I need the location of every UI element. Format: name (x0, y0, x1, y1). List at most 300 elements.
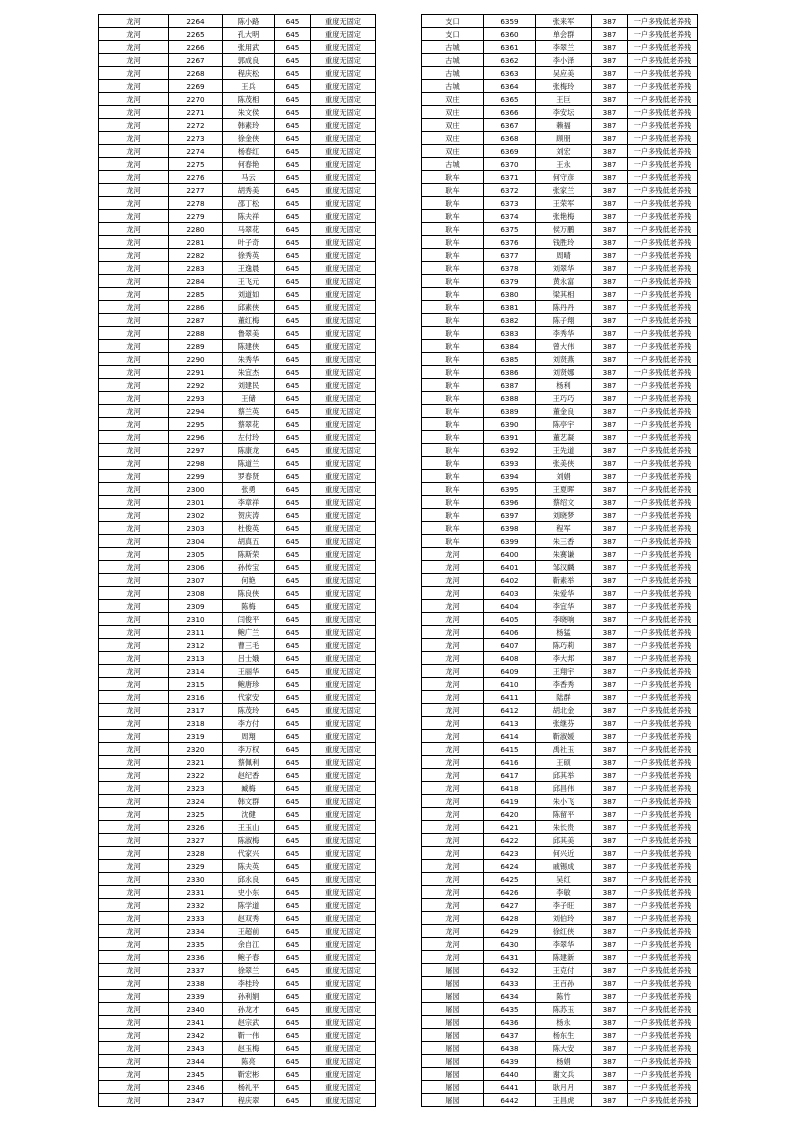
category-cell: 重度无固定 (311, 197, 376, 210)
id-cell: 6403 (484, 587, 536, 600)
category-cell: 一户多残低老养残 (628, 119, 698, 132)
id-cell: 2301 (169, 496, 223, 509)
region-cell: 耿车 (422, 457, 484, 470)
name-cell: 陈小路 (223, 15, 275, 28)
name-cell: 刘晓梦 (536, 509, 592, 522)
category-cell: 重度无固定 (311, 1094, 376, 1107)
id-cell: 2265 (169, 28, 223, 41)
name-cell: 朱小飞 (536, 795, 592, 808)
table-row (99, 366, 376, 379)
region-cell: 龙河 (99, 535, 169, 548)
region-cell: 龙河 (99, 1042, 169, 1055)
region-cell: 双庄 (422, 132, 484, 145)
amount-cell: 645 (275, 314, 311, 327)
amount-cell: 387 (592, 821, 628, 834)
region-cell: 龙河 (99, 15, 169, 28)
name-cell: 刘娟 (536, 470, 592, 483)
region-cell: 龙河 (99, 28, 169, 41)
name-cell: 李方付 (223, 717, 275, 730)
amount-cell: 645 (275, 561, 311, 574)
region-cell: 龙河 (99, 990, 169, 1003)
left-roster-table (98, 14, 376, 1107)
id-cell: 2312 (169, 639, 223, 652)
table-row (99, 93, 376, 106)
table-row (99, 158, 376, 171)
category-cell: 重度无固定 (311, 873, 376, 886)
table-row (422, 301, 698, 314)
table-row (99, 1081, 376, 1094)
name-cell: 刘宏 (536, 145, 592, 158)
table-row (422, 418, 698, 431)
table-row (422, 847, 698, 860)
id-cell: 6363 (484, 67, 536, 80)
name-cell: 张艳梅 (536, 210, 592, 223)
right-roster-table (421, 14, 698, 1107)
id-cell: 2319 (169, 730, 223, 743)
region-cell: 龙河 (99, 119, 169, 132)
id-cell: 2295 (169, 418, 223, 431)
name-cell: 程庆翠 (223, 1094, 275, 1107)
region-cell: 龙河 (99, 1029, 169, 1042)
name-cell: 谢文兵 (536, 1068, 592, 1081)
table-row (99, 743, 376, 756)
id-cell: 6411 (484, 691, 536, 704)
region-cell: 龙河 (99, 132, 169, 145)
region-cell: 龙河 (422, 873, 484, 886)
category-cell: 重度无固定 (311, 808, 376, 821)
table-row (422, 314, 698, 327)
name-cell: 戚锡成 (536, 860, 592, 873)
category-cell: 一户多残低老养残 (628, 54, 698, 67)
name-cell: 朱爱华 (536, 587, 592, 600)
id-cell: 2276 (169, 171, 223, 184)
id-cell: 6388 (484, 392, 536, 405)
amount-cell: 645 (275, 132, 311, 145)
id-cell: 2309 (169, 600, 223, 613)
name-cell: 孔大明 (223, 28, 275, 41)
table-row (422, 392, 698, 405)
region-cell: 龙河 (99, 236, 169, 249)
table-row (99, 353, 376, 366)
name-cell: 朱三香 (536, 535, 592, 548)
category-cell: 一户多残低老养残 (628, 561, 698, 574)
amount-cell: 387 (592, 457, 628, 470)
category-cell: 重度无固定 (311, 639, 376, 652)
name-cell: 左付玲 (223, 431, 275, 444)
region-cell: 龙河 (99, 158, 169, 171)
region-cell: 屠园 (422, 1042, 484, 1055)
table-row (422, 574, 698, 587)
table-row (422, 808, 698, 821)
category-cell: 一户多残低老养残 (628, 665, 698, 678)
amount-cell: 387 (592, 990, 628, 1003)
region-cell: 龙河 (99, 353, 169, 366)
amount-cell: 387 (592, 392, 628, 405)
region-cell: 龙河 (99, 743, 169, 756)
name-cell: 邱素侠 (223, 301, 275, 314)
amount-cell: 387 (592, 730, 628, 743)
table-row (422, 912, 698, 925)
id-cell: 2318 (169, 717, 223, 730)
table-row (99, 886, 376, 899)
region-cell: 龙河 (422, 912, 484, 925)
amount-cell: 645 (275, 964, 311, 977)
amount-cell: 645 (275, 548, 311, 561)
region-cell: 龙河 (422, 886, 484, 899)
region-cell: 龙河 (99, 301, 169, 314)
region-cell: 龙河 (99, 1016, 169, 1029)
region-cell: 龙河 (99, 483, 169, 496)
region-cell: 龙河 (99, 574, 169, 587)
id-cell: 2272 (169, 119, 223, 132)
id-cell: 2291 (169, 366, 223, 379)
amount-cell: 645 (275, 665, 311, 678)
region-cell: 龙河 (99, 600, 169, 613)
region-cell: 龙河 (99, 522, 169, 535)
amount-cell: 387 (592, 444, 628, 457)
category-cell: 一户多残低老养残 (628, 925, 698, 938)
category-cell: 重度无固定 (311, 158, 376, 171)
amount-cell: 645 (275, 808, 311, 821)
category-cell: 一户多残低老养残 (628, 1055, 698, 1068)
table-row (422, 275, 698, 288)
region-cell: 龙河 (99, 327, 169, 340)
id-cell: 2298 (169, 457, 223, 470)
id-cell: 2302 (169, 509, 223, 522)
id-cell: 6368 (484, 132, 536, 145)
amount-cell: 645 (275, 210, 311, 223)
table-row (422, 340, 698, 353)
table-row (99, 106, 376, 119)
category-cell: 重度无固定 (311, 496, 376, 509)
category-cell: 一户多残低老养残 (628, 782, 698, 795)
amount-cell: 645 (275, 366, 311, 379)
category-cell: 重度无固定 (311, 93, 376, 106)
amount-cell: 645 (275, 15, 311, 28)
region-cell: 耿车 (422, 301, 484, 314)
id-cell: 6428 (484, 912, 536, 925)
table-row (99, 834, 376, 847)
table-row (422, 977, 698, 990)
category-cell: 一户多残低老养残 (628, 756, 698, 769)
name-cell: 赵玉梅 (223, 1042, 275, 1055)
name-cell: 鲍子春 (223, 951, 275, 964)
amount-cell: 387 (592, 119, 628, 132)
name-cell: 朱文侯 (223, 106, 275, 119)
id-cell: 2344 (169, 1055, 223, 1068)
amount-cell: 645 (275, 522, 311, 535)
category-cell: 重度无固定 (311, 743, 376, 756)
name-cell: 邱昌伟 (536, 782, 592, 795)
category-cell: 一户多残低老养残 (628, 93, 698, 106)
region-cell: 龙河 (422, 717, 484, 730)
category-cell: 重度无固定 (311, 1055, 376, 1068)
category-cell: 重度无固定 (311, 509, 376, 522)
name-cell: 侯万鹏 (536, 223, 592, 236)
table-row (99, 990, 376, 1003)
table-row (422, 717, 698, 730)
name-cell: 代家兴 (223, 847, 275, 860)
category-cell: 一户多残低老养残 (628, 15, 698, 28)
region-cell: 屠园 (422, 1003, 484, 1016)
id-cell: 2284 (169, 275, 223, 288)
id-cell: 2300 (169, 483, 223, 496)
id-cell: 6401 (484, 561, 536, 574)
id-cell: 2275 (169, 158, 223, 171)
region-cell: 耿车 (422, 418, 484, 431)
id-cell: 6399 (484, 535, 536, 548)
table-row (99, 379, 376, 392)
amount-cell: 645 (275, 912, 311, 925)
name-cell: 何守彦 (536, 171, 592, 184)
table-row (99, 249, 376, 262)
id-cell: 6406 (484, 626, 536, 639)
region-cell: 龙河 (422, 678, 484, 691)
amount-cell: 387 (592, 1003, 628, 1016)
name-cell: 曹三毛 (223, 639, 275, 652)
table-row (422, 158, 698, 171)
table-row (422, 184, 698, 197)
region-cell: 古城 (422, 67, 484, 80)
name-cell: 陈夫祥 (223, 210, 275, 223)
category-cell: 一户多残低老养残 (628, 704, 698, 717)
region-cell: 屠园 (422, 990, 484, 1003)
amount-cell: 645 (275, 80, 311, 93)
region-cell: 龙河 (99, 275, 169, 288)
region-cell: 龙河 (99, 704, 169, 717)
amount-cell: 645 (275, 886, 311, 899)
table-row (99, 522, 376, 535)
amount-cell: 387 (592, 145, 628, 158)
category-cell: 一户多残低老养残 (628, 210, 698, 223)
category-cell: 一户多残低老养残 (628, 314, 698, 327)
name-cell: 王荣军 (536, 197, 592, 210)
table-row (422, 119, 698, 132)
table-row (422, 561, 698, 574)
region-cell: 龙河 (99, 392, 169, 405)
id-cell: 6393 (484, 457, 536, 470)
table-row (99, 483, 376, 496)
table-row (422, 1094, 698, 1107)
category-cell: 一户多残低老养残 (628, 730, 698, 743)
region-cell: 耿车 (422, 379, 484, 392)
category-cell: 一户多残低老养残 (628, 1081, 698, 1094)
table-row (99, 275, 376, 288)
table-row (422, 925, 698, 938)
name-cell: 李香秀 (536, 678, 592, 691)
id-cell: 2340 (169, 1003, 223, 1016)
name-cell: 梁其相 (536, 288, 592, 301)
region-cell: 龙河 (99, 899, 169, 912)
table-row (99, 730, 376, 743)
amount-cell: 387 (592, 288, 628, 301)
table-row (422, 834, 698, 847)
name-cell: 王储 (223, 392, 275, 405)
category-cell: 一户多残低老养残 (628, 626, 698, 639)
table-row (422, 886, 698, 899)
category-cell: 一户多残低老养残 (628, 1042, 698, 1055)
category-cell: 重度无固定 (311, 249, 376, 262)
table-row (99, 41, 376, 54)
id-cell: 2273 (169, 132, 223, 145)
amount-cell: 645 (275, 678, 311, 691)
table-row (422, 1055, 698, 1068)
amount-cell: 645 (275, 28, 311, 41)
category-cell: 一户多残低老养残 (628, 977, 698, 990)
id-cell: 6412 (484, 704, 536, 717)
name-cell: 王硕 (536, 756, 592, 769)
category-cell: 一户多残低老养残 (628, 587, 698, 600)
region-cell: 耿车 (422, 288, 484, 301)
amount-cell: 387 (592, 509, 628, 522)
id-cell: 6400 (484, 548, 536, 561)
table-row (99, 457, 376, 470)
amount-cell: 387 (592, 80, 628, 93)
table-row (99, 795, 376, 808)
category-cell: 重度无固定 (311, 730, 376, 743)
region-cell: 龙河 (99, 496, 169, 509)
category-cell: 一户多残低老养残 (628, 67, 698, 80)
region-cell: 龙河 (422, 743, 484, 756)
category-cell: 重度无固定 (311, 431, 376, 444)
name-cell: 沈健 (223, 808, 275, 821)
region-cell: 支口 (422, 15, 484, 28)
category-cell: 一户多残低老养残 (628, 197, 698, 210)
id-cell: 6383 (484, 327, 536, 340)
amount-cell: 645 (275, 353, 311, 366)
id-cell: 6407 (484, 639, 536, 652)
region-cell: 耿车 (422, 236, 484, 249)
amount-cell: 645 (275, 496, 311, 509)
id-cell: 2290 (169, 353, 223, 366)
region-cell: 龙河 (99, 1055, 169, 1068)
category-cell: 重度无固定 (311, 301, 376, 314)
category-cell: 重度无固定 (311, 1042, 376, 1055)
table-row (99, 977, 376, 990)
region-cell: 耿车 (422, 223, 484, 236)
amount-cell: 387 (592, 782, 628, 795)
amount-cell: 387 (592, 548, 628, 561)
category-cell: 重度无固定 (311, 561, 376, 574)
region-cell: 龙河 (99, 405, 169, 418)
table-row (422, 223, 698, 236)
name-cell: 王克付 (536, 964, 592, 977)
id-cell: 2299 (169, 470, 223, 483)
amount-cell: 387 (592, 340, 628, 353)
amount-cell: 645 (275, 990, 311, 1003)
table-row (99, 405, 376, 418)
table-row (99, 899, 376, 912)
table-row (422, 535, 698, 548)
region-cell: 龙河 (99, 886, 169, 899)
id-cell: 6415 (484, 743, 536, 756)
region-cell: 双庄 (422, 106, 484, 119)
category-cell: 重度无固定 (311, 145, 376, 158)
id-cell: 2328 (169, 847, 223, 860)
region-cell: 龙河 (99, 366, 169, 379)
table-row (99, 28, 376, 41)
name-cell: 王玉山 (223, 821, 275, 834)
name-cell: 胡真五 (223, 535, 275, 548)
region-cell: 耿车 (422, 275, 484, 288)
region-cell: 龙河 (99, 691, 169, 704)
id-cell: 6384 (484, 340, 536, 353)
category-cell: 重度无固定 (311, 15, 376, 28)
amount-cell: 645 (275, 106, 311, 119)
name-cell: 鲍唐珍 (223, 678, 275, 691)
name-cell: 张家兰 (536, 184, 592, 197)
region-cell: 耿车 (422, 509, 484, 522)
id-cell: 2264 (169, 15, 223, 28)
name-cell: 王翔宇 (536, 665, 592, 678)
region-cell: 龙河 (99, 54, 169, 67)
id-cell: 2294 (169, 405, 223, 418)
region-cell: 龙河 (99, 145, 169, 158)
region-cell: 龙河 (422, 925, 484, 938)
id-cell: 6404 (484, 600, 536, 613)
table-row (99, 938, 376, 951)
category-cell: 重度无固定 (311, 964, 376, 977)
name-cell: 朱秀华 (223, 353, 275, 366)
name-cell: 张继芬 (536, 717, 592, 730)
name-cell: 陈巧莉 (536, 639, 592, 652)
id-cell: 2311 (169, 626, 223, 639)
amount-cell: 387 (592, 717, 628, 730)
name-cell: 杨娟 (536, 1055, 592, 1068)
category-cell: 重度无固定 (311, 28, 376, 41)
amount-cell: 387 (592, 600, 628, 613)
amount-cell: 387 (592, 496, 628, 509)
name-cell: 邱其举 (536, 769, 592, 782)
category-cell: 重度无固定 (311, 847, 376, 860)
category-cell: 重度无固定 (311, 67, 376, 80)
name-cell: 叶子奇 (223, 236, 275, 249)
category-cell: 重度无固定 (311, 483, 376, 496)
table-row (422, 652, 698, 665)
id-cell: 2281 (169, 236, 223, 249)
name-cell: 陈道兰 (223, 457, 275, 470)
amount-cell: 645 (275, 301, 311, 314)
region-cell: 龙河 (422, 665, 484, 678)
name-cell: 陈大安 (536, 1042, 592, 1055)
table-row (422, 743, 698, 756)
amount-cell: 387 (592, 886, 628, 899)
table-row (99, 561, 376, 574)
region-cell: 龙河 (99, 756, 169, 769)
table-row (422, 262, 698, 275)
name-cell: 陈丹丹 (536, 301, 592, 314)
id-cell: 6425 (484, 873, 536, 886)
table-row (422, 249, 698, 262)
amount-cell: 387 (592, 951, 628, 964)
category-cell: 重度无固定 (311, 886, 376, 899)
amount-cell: 645 (275, 756, 311, 769)
amount-cell: 645 (275, 1042, 311, 1055)
name-cell: 陈茂相 (223, 93, 275, 106)
amount-cell: 387 (592, 483, 628, 496)
category-cell: 一户多残低老养残 (628, 1003, 698, 1016)
id-cell: 6431 (484, 951, 536, 964)
name-cell: 蔡翠花 (223, 418, 275, 431)
category-cell: 一户多残低老养残 (628, 1094, 698, 1107)
name-cell: 杨春红 (223, 145, 275, 158)
amount-cell: 387 (592, 379, 628, 392)
table-row (99, 600, 376, 613)
table-row (422, 444, 698, 457)
category-cell: 重度无固定 (311, 574, 376, 587)
region-cell: 耿车 (422, 353, 484, 366)
category-cell: 重度无固定 (311, 1016, 376, 1029)
